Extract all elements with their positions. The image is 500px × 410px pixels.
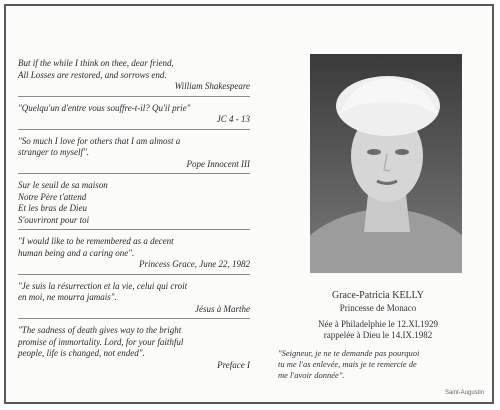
closing-line: "Seigneur, je ne te demande pas pourquoi xyxy=(278,348,420,358)
deceased-info xyxy=(264,289,492,381)
quotes-column xyxy=(18,58,250,377)
quote xyxy=(18,58,250,97)
divider xyxy=(18,274,250,275)
quote-source: JC 4 - 13 xyxy=(216,114,250,124)
quote xyxy=(18,325,250,371)
portrait-image xyxy=(310,54,462,273)
quote-line: "Je suis la résurrection et la vie, celui qui croit xyxy=(18,280,188,291)
quote-source: William Shakespeare xyxy=(174,81,250,91)
quote-source: Pope Innocent III xyxy=(186,158,250,169)
deceased-name: Grace-Patricia KELLY xyxy=(331,290,424,301)
quote xyxy=(18,281,250,320)
divider xyxy=(18,96,250,97)
divider xyxy=(18,229,250,230)
quote-source: Princess Grace, June 22, 1982 xyxy=(139,259,250,269)
quote xyxy=(18,136,250,175)
quote xyxy=(18,180,250,230)
quote-line: "I would like to be remembered as a decent xyxy=(18,236,174,246)
quote-line: people, life is changed, not ended". xyxy=(18,348,145,358)
quote-line: promise of immortality. Lord, for your faithful xyxy=(18,336,184,347)
quote-line: Et les bras de Dieu xyxy=(18,203,87,213)
quote-line: stranger to myself". xyxy=(18,147,90,157)
quote-line: Notre Père t'attend xyxy=(18,191,87,202)
quote-line: All Losses are restored, and sorrows end. xyxy=(18,69,167,80)
printer-mark: Saint-Augustin xyxy=(444,390,484,396)
divider xyxy=(18,129,250,130)
quote-source: Preface I xyxy=(217,359,250,370)
quote-line: "The sadness of death gives way to the bright xyxy=(18,325,182,335)
portrait-photo xyxy=(310,54,462,273)
closing-prayer xyxy=(264,348,492,381)
divider xyxy=(18,318,250,319)
memorial-card xyxy=(4,4,494,404)
death-date: rappelée à Dieu le 14.IX.1982 xyxy=(323,330,433,340)
quote-source: Jésus à Marthe xyxy=(195,303,250,314)
quote-line: "Quelqu'un d'entre vous souffre-t-il? Qu'il prie" xyxy=(18,102,191,113)
birth-date: Née à Philadelphie le 12.XI.1929 xyxy=(318,319,438,329)
quote-line: But if the while I think on thee, dear friend, xyxy=(18,58,174,68)
quote-line: "So much I love for others that I am almost a xyxy=(18,135,181,146)
quote-line: S'ouvriront pour toi xyxy=(18,214,90,225)
deceased-title: Princesse de Monaco xyxy=(339,303,417,313)
quote xyxy=(18,103,250,130)
closing-line: me l'avoir donnée". xyxy=(278,370,345,380)
closing-line: tu me l'as enlevée, mais je te remercie de xyxy=(278,359,417,369)
quote-line: en moi, ne mourra jamais". xyxy=(18,292,117,302)
quote-line: Sur le seuil de sa maison xyxy=(18,180,108,190)
quote xyxy=(18,236,250,275)
divider xyxy=(18,173,250,174)
quote-line: human being and a caring one". xyxy=(18,247,135,258)
